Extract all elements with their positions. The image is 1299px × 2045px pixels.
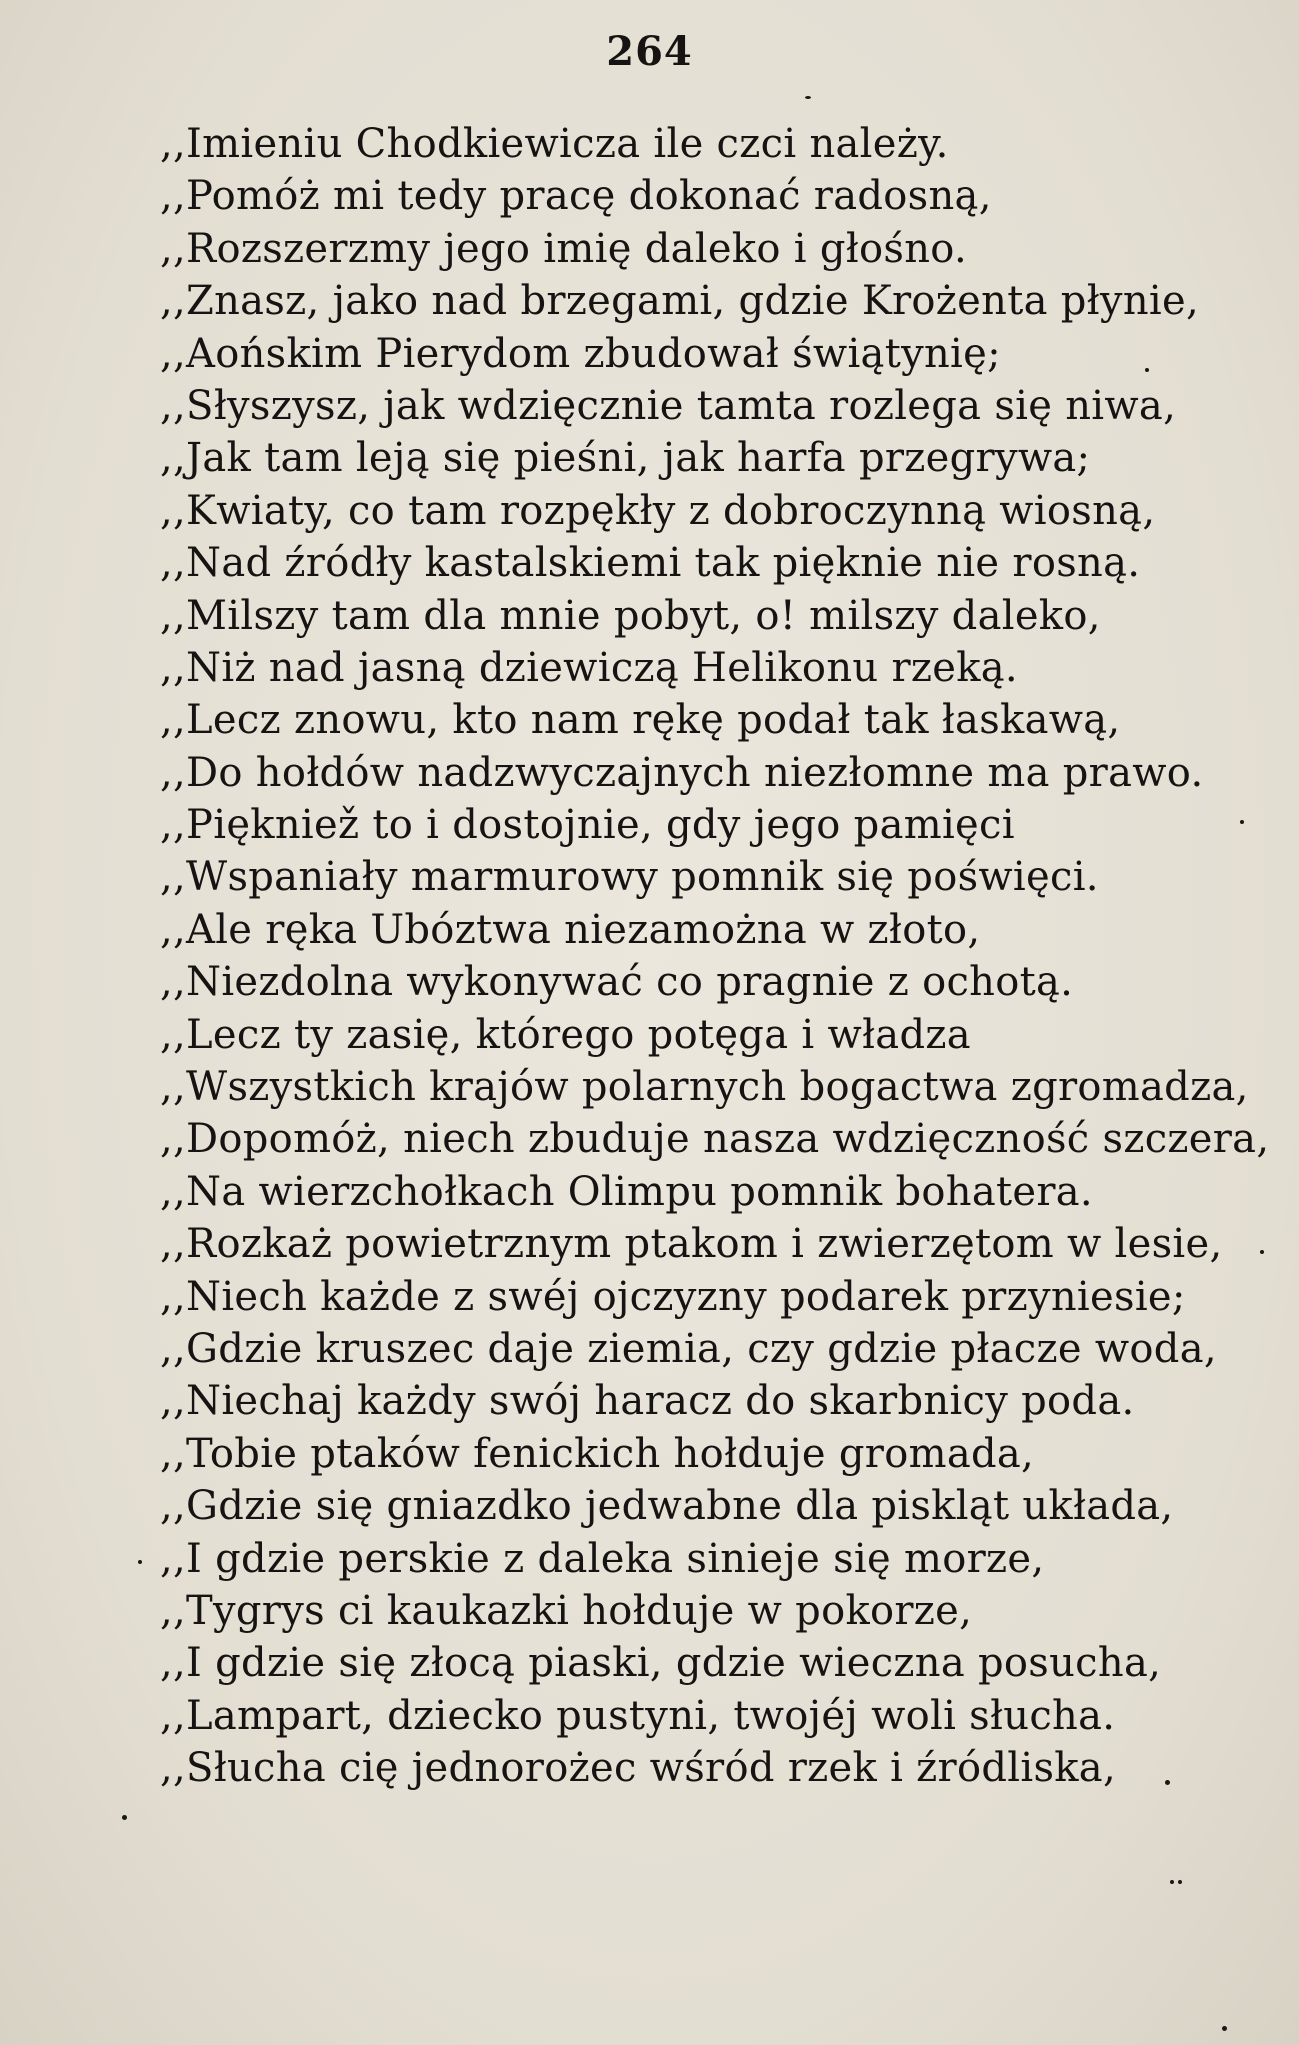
poem-line: ,,Dopomóż, niech zbuduje nasza wdzięczność szczera, [160,1116,1270,1163]
poem-line: ,,Niezdolna wykonywać co pragnie z ochotą. [160,959,1074,1006]
poem-line: ,,Słucha cię jednorożec wśród rzek i źródliska, [160,1745,1116,1792]
poem-line: ,,Jak tam leją się pieśni, jak harfa przegrywa; [160,435,1091,482]
poem-line: ,,Nad źródły kastalskiemi tak pięknie nie rosną. [160,540,1141,587]
poem-line: ,,Wszystkich krajów polarnych bogactwa zgromadza, [160,1064,1249,1111]
poem-line: ,,I gdzie się złocą piaski, gdzie wieczna posucha, [160,1640,1162,1687]
print-speck [1178,1880,1182,1884]
poem-line: ,,Rozszerzmy jego imię daleko i głośno. [160,225,967,272]
poem-line: ,,Tygrys ci kaukazki hołduje w pokorze, [160,1587,973,1634]
print-speck [138,1560,142,1564]
poem-line: ,,Ale ręka Ubóztwa niezamożna w złoto, [160,906,981,953]
print-speck [805,96,811,99]
poem-line: ,,Rozkaż powietrznym ptakom i zwierzętom w lesie, [160,1221,1223,1268]
poem-line: ,,Imieniu Chodkiewicza ile czci należy. [160,121,949,167]
print-speck [1222,2026,1227,2031]
poem-line: ,,Lecz znowu, kto nam rękę podał tak łaskawą, [160,697,1121,744]
poem-line: ,,Gdzie się gniazdko jedwabne dla piskląt układa, [160,1483,1174,1530]
poem-line: ,,Na wierzchołkach Olimpu pomnik bohatera. [160,1168,1093,1215]
poem-line: ,,Piękniež to i dostojnie, gdy jego pamięci [160,802,1015,849]
print-speck [1260,1250,1264,1254]
poem-line: ,,Znasz, jako nad brzegami, gdzie Krożenta płynie, [160,278,1199,325]
print-speck [1145,368,1149,372]
poem-line: ,,Lampart, dziecko pustyni, twojéj woli słucha. [160,1692,1116,1739]
poem-line: ,,Wspaniały marmurowy pomnik się poświęci. [160,854,1099,901]
poem-line: ,,I gdzie perskie z daleka sinieje się morze, [160,1535,1045,1582]
print-speck [122,1815,127,1820]
poem-text [160,118,1270,1795]
print-speck [1240,820,1244,824]
poem-line: ,,Słyszysz, jak wdzięcznie tamta rozlega się niwa, [160,382,1177,429]
poem-line: ,,Aońskim Pierydom zbudował świątynię; [160,330,1001,377]
print-speck [1170,1880,1174,1884]
poem-line: ,,Niechaj każdy swój haracz do skarbnicy poda. [160,1378,1135,1425]
poem-line: ,,Do hołdów nadzwyczajnych niezłomne ma prawo. [160,749,1204,796]
poem-line: ,,Niech każde z swéj ojczyzny podarek przyniesie; [160,1273,1186,1320]
poem-line: ,,Kwiaty, co tam rozpękły z dobroczynną wiosną, [160,487,1156,534]
poem-line: ,,Milszy tam dla mnie pobyt, o! milszy daleko, [160,592,1101,639]
poem-line: ,,Pomóż mi tedy pracę dokonać radosną, [160,173,992,220]
poem-line: ,,Tobie ptaków fenickich hołduje gromada, [160,1430,1035,1477]
poem-line: ,,Lecz ty zasię, którego potęga i władza [160,1011,971,1058]
print-speck [1165,1780,1170,1785]
poem-line: ,,Niż nad jasną dziewiczą Helikonu rzeką. [160,644,1018,691]
page-number: 264 [606,28,693,75]
poem-line: ,,Gdzie kruszec daje ziemia, czy gdzie płacze woda, [160,1325,1217,1372]
